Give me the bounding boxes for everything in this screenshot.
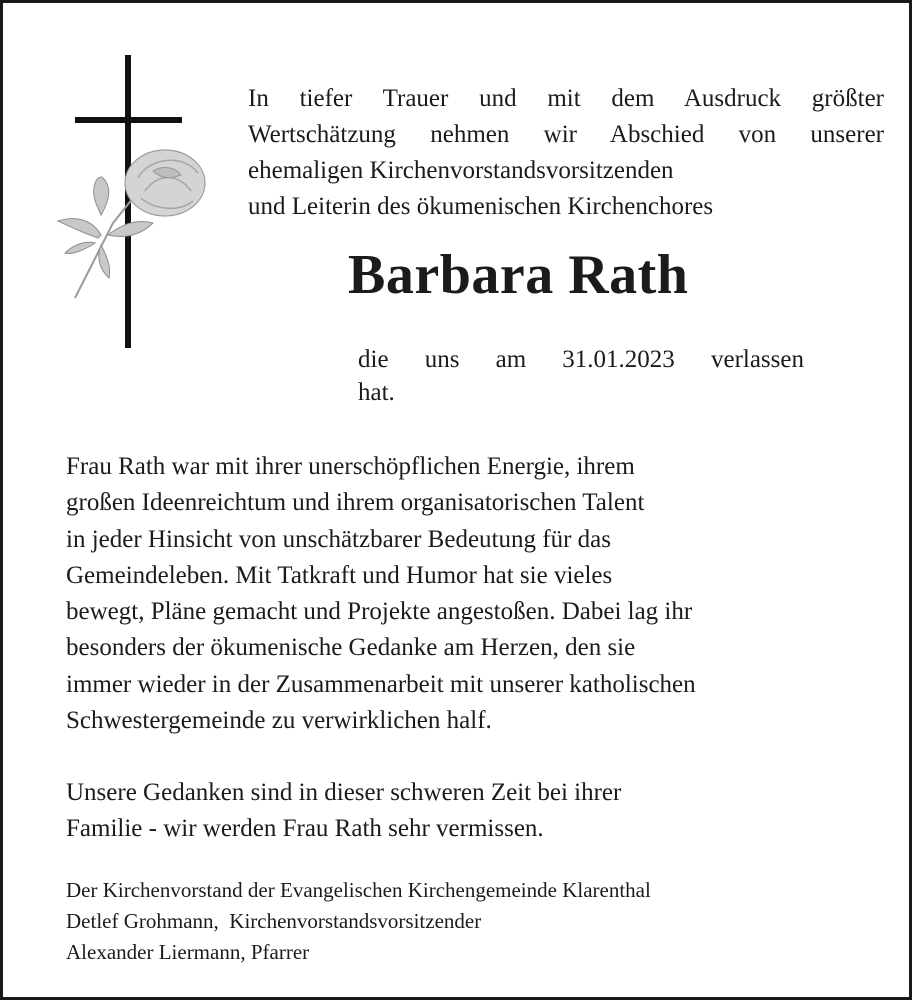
tribute-paragraph xyxy=(66,449,866,739)
intro-line: und Leiterin des ökumenischen Kirchenchores xyxy=(248,193,714,220)
body-line: Frau Rath war mit ihrer unerschöpflichen Energie, ihrem xyxy=(66,453,635,480)
body-line: besonders der ökumenische Gedanke am Herzen, den sie xyxy=(66,634,636,662)
signature-line: Detlef Grohmann, Kirchenvorstandsvorsitzender xyxy=(66,909,482,933)
body-line: großen Ideenreichtum und ihrem organisatorischen Talent xyxy=(66,489,645,517)
signature-block xyxy=(66,875,651,968)
date-line: hat. xyxy=(358,379,395,406)
closing-line: Familie - wir werden Frau Rath sehr vermissen. xyxy=(66,815,544,842)
body-line: immer wieder in der Zusammenarbeit mit unserer katholischen xyxy=(66,670,696,698)
signature-line: Alexander Liermann, Pfarrer xyxy=(66,940,310,964)
body-line: Gemeindeleben. Mit Tatkraft und Humor hat sie vieles xyxy=(66,561,613,589)
body-line: bewegt, Pläne gemacht und Projekte angestoßen. Dabei lag ihr xyxy=(66,598,693,626)
body-line: Schwestergemeinde zu verwirklichen half. xyxy=(66,707,492,735)
intro-line: ehemaligen Kirchenvorstandsvorsitzenden xyxy=(248,157,674,184)
cross-icon-crossbar xyxy=(75,117,182,123)
closing-paragraph xyxy=(66,775,621,847)
rose-icon xyxy=(53,143,213,303)
deceased-name: Barbara Rath xyxy=(348,244,689,306)
date-of-death-text xyxy=(358,343,804,409)
closing-line: Unsere Gedanken sind in dieser schweren Zeit bei ihrer xyxy=(66,779,622,806)
date-line: die uns am 31.01.2023 verlassen xyxy=(358,346,804,373)
intro-line: In tiefer Trauer und mit dem Ausdruck größter xyxy=(248,85,884,112)
signature-line: Der Kirchenvorstand der Evangelischen Kirchengemeinde Klarenthal xyxy=(66,878,651,902)
body-line: in jeder Hinsicht von unschätzbarer Bedeutung für das xyxy=(66,525,611,553)
intro-text xyxy=(248,81,884,225)
intro-line: Wertschätzung nehmen wir Abschied von unserer xyxy=(248,121,884,148)
